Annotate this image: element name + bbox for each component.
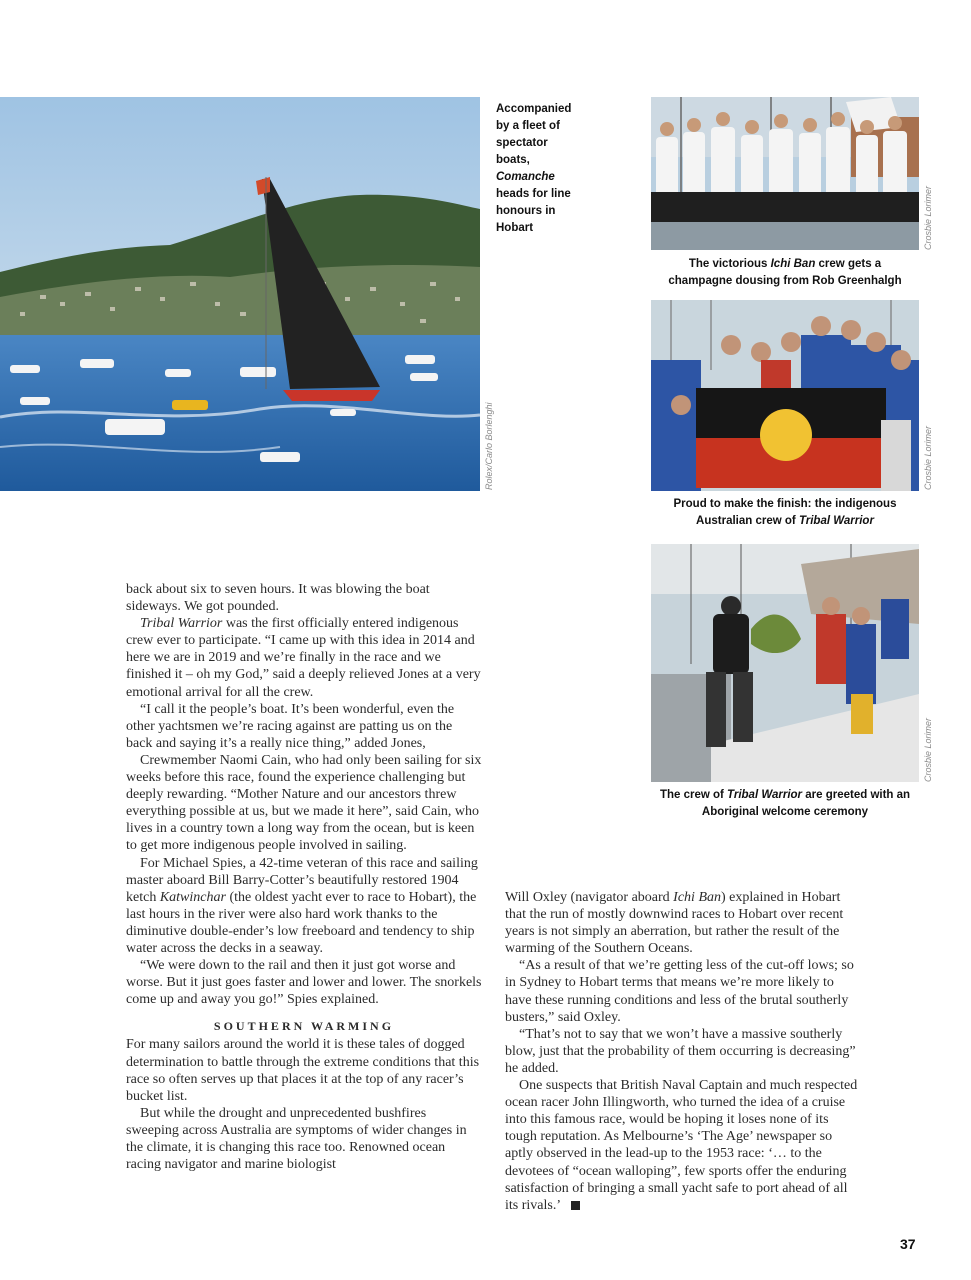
paragraph-text: Will Oxley (navigator aboard	[505, 890, 674, 905]
end-of-article-square-icon	[571, 1201, 580, 1210]
paragraph-text: was the first officially entered indigenous crew ever to participate. “I came up with this idea in 2014 and here we are in 2019 and we’re finally in the race and we finished it – oh my God,” said a deeply relieved Jones at a very emotional arrival for all the crew.	[126, 616, 481, 700]
page-number: 37	[900, 1236, 916, 1252]
boat-name: Ichi Ban	[673, 890, 721, 905]
left-text-column	[126, 581, 482, 1173]
section-heading: SOUTHERN WARMING	[213, 1019, 395, 1034]
photo-tribal-warrior-flag	[651, 300, 919, 491]
paragraph-text: ) explained in Hobart that the run of mostly downwind races to Hobart over recent years is not simply an aberration, but rather the result of the warming of the Southern Oceans.	[505, 890, 844, 957]
paragraph: back about six to seven hours. It was blowing the boat sideways. We got pounded.	[126, 582, 430, 615]
paragraph: Crewmember Naomi Cain, who had only been sailing for six weeks before this race, found the experience challenging but deeply rewarding. “Mother Nature and our ancestors threw everything possible at us, but we made it here”, said Cain, who lives in a country town a long way from the ocean, but is keen to get more indigenous people involved in sailing.	[126, 752, 482, 854]
paragraph: “That’s not to say that we won’t have a massive southerly blow, just that the probability of them occurring is decreasing” he added.	[505, 1026, 856, 1076]
photo1-caption-line1	[651, 256, 919, 273]
caption-text: The victorious	[688, 258, 771, 270]
photo1-credit: Crosbie Lorimer	[923, 185, 933, 250]
paragraph-text: (the oldest yacht ever to race to Hobart), the last hours in the river were also hard work thanks to the diminutive double-ender’s low freeboard and tendency to ship water across the decks in a seaway.	[126, 889, 477, 956]
caption-boat-name: Ichi Ban	[770, 258, 816, 270]
photo2-credit: Crosbie Lorimer	[923, 425, 933, 490]
main-caption-line: boats,	[496, 154, 530, 166]
right-text-column	[505, 889, 861, 1214]
photo2-caption-line1: Proud to make the finish: the indigenous	[673, 498, 897, 510]
caption-text: crew gets a	[815, 258, 882, 270]
photo1-caption	[651, 256, 919, 290]
main-caption-line: Hobart	[496, 222, 534, 234]
boat-name: Katwinchar	[159, 889, 226, 905]
caption-text: The crew of	[659, 789, 728, 801]
paragraph-text: For Michael Spies, a 42-time veteran of this race and sailing master aboard Bill Barry-Cotter’s beautifully restored 1904 ketch	[126, 855, 478, 905]
main-caption-line: honours in	[496, 205, 556, 217]
tribal-warrior-flag-photo-illustration	[651, 300, 919, 491]
paragraph: But while the drought and unprecedented bushfires sweeping across Australia are symptoms of wider changes in the climate, it is changing this race too. Renowned ocean racing navigator and marine biologist	[126, 1105, 467, 1173]
caption-text: are greeted with an	[802, 789, 911, 801]
main-caption-line: heads for line	[496, 188, 571, 200]
main-caption-line: Comanche	[496, 171, 555, 183]
comanche-photo-illustration	[0, 97, 480, 491]
paragraph	[505, 1077, 861, 1214]
boat-name: Tribal Warrior	[140, 616, 223, 632]
photo3-caption	[651, 787, 919, 821]
paragraph: “As a result of that we’re getting less of the cut-off lows; so in Sydney to Hobart terms that means we’re more likely to have these running conditions and less of the brutal southerly busters,” said Oxley.	[505, 958, 854, 1025]
paragraph-text: One suspects that British Naval Captain and much respected ocean racer John Illingworth, who turned the idea of a cruise into this famous race, would be hoping it loses none of its tough reputation. As Melbourne’s ‘The Age’ newspaper so aptly observed in the lead-up to the 1953 race: ‘… to the devotees of “ocean walloping”, few sports offer the enduring satisfaction of bringing a small yacht safe to port ahead of all its rivals.’	[505, 1078, 858, 1213]
paragraph	[126, 615, 482, 700]
photo-ichi-ban-crew	[651, 97, 919, 250]
photo1-caption-line2: champagne dousing from Rob Greenhalgh	[668, 275, 902, 287]
main-caption-line: spectator	[496, 137, 548, 149]
main-photo-comanche	[0, 97, 480, 491]
paragraph	[505, 889, 861, 957]
caption-boat-name: Tribal Warrior	[798, 515, 874, 527]
caption-boat-name: Tribal Warrior	[727, 789, 803, 801]
paragraph: For many sailors around the world it is these tales of dogged determination to battle through the extreme conditions that this race so often serves up that places it at the top of any racer’s bucket list.	[126, 1037, 480, 1104]
main-caption-line: by a fleet of	[496, 120, 560, 132]
paragraph: “We were down to the rail and then it just got worse and worse. But it just goes faster and lower and lower. The snorkels come up and away you go!” Spies explained.	[126, 958, 482, 1008]
photo3-credit: Crosbie Lorimer	[923, 717, 933, 782]
main-photo-credit: Rolex/Carlo Borlenghi	[484, 402, 494, 490]
main-caption	[496, 101, 606, 237]
photo3-caption-line2: Aboriginal welcome ceremony	[701, 806, 869, 818]
photo-welcome-ceremony	[651, 544, 919, 782]
ichi-ban-photo-illustration	[651, 97, 919, 250]
caption-text: Australian crew of	[696, 515, 799, 527]
main-caption-line: Accompanied	[496, 103, 572, 115]
photo3-caption-line1	[651, 787, 919, 804]
photo2-caption-line2	[651, 513, 919, 530]
photo2-caption	[651, 496, 919, 530]
paragraph	[126, 855, 482, 958]
welcome-ceremony-photo-illustration	[651, 544, 919, 782]
paragraph: “I call it the people’s boat. It’s been wonderful, even the other yachtsmen we’re racing against are patting us on the back and saying it’s a really nice thing,” added Jones,	[126, 701, 455, 751]
